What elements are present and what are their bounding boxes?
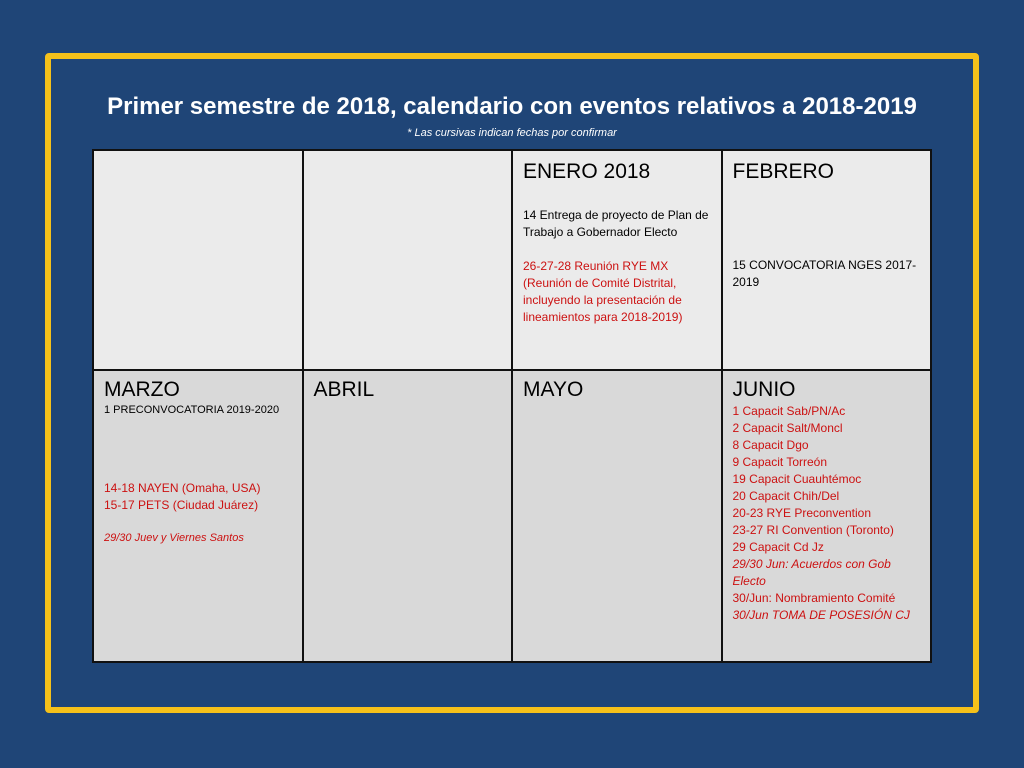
event-marzo-preconvocatoria: 1 PRECONVOCATORIA 2019-2020 xyxy=(104,404,280,416)
event-marzo-nayen: 14-18 NAYEN (Omaha, USA) xyxy=(104,481,261,495)
event-junio-item: 9 Capacit Torreón xyxy=(732,455,827,469)
event-junio-item: 30/Jun: Nombramiento Comité xyxy=(732,591,896,605)
event-enero-plan: 14 Entrega de proyecto de Plan de Trabajo a Gobernador Electo xyxy=(523,208,709,239)
event-marzo-pets: 15-17 PETS (Ciudad Juárez) xyxy=(104,498,259,512)
calendar-cell-empty-2 xyxy=(303,150,513,370)
event-junio-item: 1 Capacit Sab/PN/Ac xyxy=(732,404,846,418)
month-title-mayo: MAYO xyxy=(523,378,584,401)
event-junio-item: 19 Capacit Cuauhtémoc xyxy=(732,472,862,486)
calendar-cell-empty-1 xyxy=(93,150,303,370)
calendar-row xyxy=(93,370,931,662)
month-title-enero: ENERO 2018 xyxy=(523,160,651,183)
calendar-row xyxy=(93,150,931,370)
calendar-cell-enero xyxy=(512,150,722,370)
event-enero-rye: 26-27-28 Reunión RYE MX xyxy=(523,259,669,273)
event-junio-item: 30/Jun TOMA DE POSESIÓN CJ xyxy=(732,608,910,622)
event-marzo-santos: 29/30 Juev y Viernes Santos xyxy=(104,532,244,544)
calendar-cell-marzo xyxy=(93,370,303,662)
month-title-marzo: MARZO xyxy=(104,378,180,401)
event-junio-item: 20-23 RYE Preconvention xyxy=(732,506,872,520)
month-title-abril: ABRIL xyxy=(313,378,375,401)
event-junio-item: 8 Capacit Dgo xyxy=(732,438,809,452)
month-title-febrero: FEBRERO xyxy=(732,160,835,183)
calendar-cell-junio xyxy=(722,370,932,662)
slide-subtitle: * Las cursivas indican fechas por confirmar xyxy=(407,127,617,139)
event-junio-item: 29/30 Jun: Acuerdos con Gob Electo xyxy=(732,557,891,588)
event-febrero-convocatoria: 15 CONVOCATORIA NGES 2017-2019 xyxy=(732,258,917,289)
calendar-cell-mayo xyxy=(512,370,722,662)
slide-title: Primer semestre de 2018, calendario con eventos relativos a 2018-2019 xyxy=(107,93,917,120)
calendar-table xyxy=(92,149,932,663)
month-title-junio: JUNIO xyxy=(732,378,796,401)
event-junio-item: 20 Capacit Chih/Del xyxy=(732,489,840,503)
event-junio-item: 2 Capacit Salt/Moncl xyxy=(732,421,843,435)
event-enero-comite: (Reunión de Comité Distrital, incluyendo la presentación de lineamientos para 2018-2019) xyxy=(523,276,683,324)
event-junio-item: 29 Capacit Cd Jz xyxy=(732,540,824,554)
calendar-cell-abril xyxy=(303,370,513,662)
event-junio-item: 23-27 RI Convention (Toronto) xyxy=(732,523,894,537)
calendar-cell-febrero xyxy=(722,150,932,370)
